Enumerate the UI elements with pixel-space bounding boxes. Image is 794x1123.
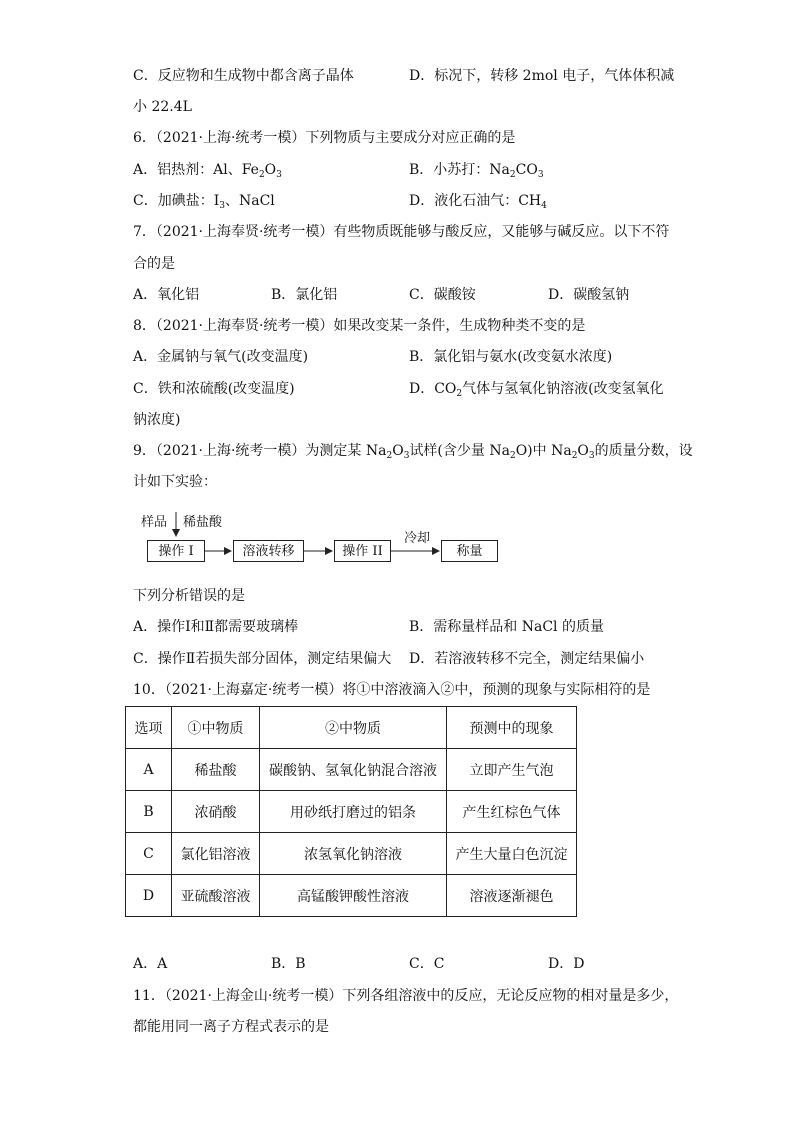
q9-option-d: D．若溶液转移不完全，测定结果偏小 [409, 651, 645, 667]
q10-option-c: C．C [409, 956, 445, 972]
q7-stem-line1: 7．（2021·上海奉贤·统考一模）有些物质既能够与酸反应，又能够与碱反应。以下不符 [133, 224, 670, 240]
table-header-cell: 选项 [126, 707, 172, 749]
q10-table [125, 706, 577, 917]
table-row [126, 749, 577, 791]
q9-experiment-flowchart [133, 508, 513, 568]
q8-options-ab [133, 347, 673, 367]
q5-option-d: D．标况下，转移 2mol 电子，气体体积减 [409, 68, 675, 84]
table-cell: 浓硝酸 [172, 791, 260, 833]
table-cell: D [126, 875, 172, 917]
q7-stem-line2: 合的是 [133, 256, 175, 272]
q6-options-ab [133, 160, 673, 180]
q10-stem: 10．（2021·上海嘉定·统考一模）将①中溶液滴入②中，预测的现象与实际相符的是 [133, 682, 651, 698]
flow-box-transfer: 溶液转移 [233, 540, 304, 562]
table-cell: 亚硫酸溶液 [172, 875, 260, 917]
table-cell: 立即产生气泡 [447, 749, 577, 791]
table-cell: A [126, 749, 172, 791]
q7-option-c: C．碳酸铵 [409, 287, 476, 303]
table-cell: 浓氢氧化钠溶液 [260, 833, 447, 875]
q5-option-c: C．反应物和生成物中都含离子晶体 [133, 68, 354, 84]
q8-stem: 8．（2021·上海奉贤·统考一模）如果改变某一条件，生成物种类不变的是 [133, 318, 586, 334]
table-header-cell: 预测中的现象 [447, 707, 577, 749]
table-cell: 产生红棕色气体 [447, 791, 577, 833]
q7-option-a: A．氧化铝 [133, 287, 200, 303]
q10-option-a: A．A [133, 956, 168, 972]
table-cell: 用砂纸打磨过的铝条 [260, 791, 447, 833]
q6-option-a: A．铝热剂：Al、$Fe_2O_3$ [133, 162, 282, 180]
q8-option-c: C．铁和浓硫酸(改变温度) [133, 381, 295, 397]
q7-options [133, 285, 673, 305]
q6-option-c: C．加碘盐：$I_3$、NaCl [133, 193, 275, 211]
q7-option-b: B．氯化铝 [271, 287, 338, 303]
q11-stem-line1: 11．（2021·上海金山·统考一模）下列各组溶液中的反应，无论反应物的相对量是多少， [133, 988, 679, 1004]
table-cell: B [126, 791, 172, 833]
q9-stem-line1: 9．（2021·上海·统考一模）为测定某 $Na_2O_3$试样(含少量 $Na_2O$)中 $Na_2O_3$的质量分数，设 [133, 443, 693, 461]
flow-cool-label: 冷却 [404, 531, 431, 546]
flow-acid-label: 稀盐酸 [183, 515, 223, 530]
q11-stem-line2: 都能用同一离子方程式表示的是 [133, 1019, 329, 1035]
q8-option-b: B．氯化铝与氨水(改变氨水浓度) [409, 349, 613, 365]
q9-options-ab [133, 617, 673, 637]
table-cell: 高锰酸钾酸性溶液 [260, 875, 447, 917]
table-cell: C [126, 833, 172, 875]
q6-option-b: B．小苏打：$Na_2CO_3$ [409, 162, 544, 180]
table-row [126, 875, 577, 917]
q10-option-b: B．B [271, 956, 306, 972]
q6-options-cd [133, 191, 673, 211]
table-header-row [126, 707, 577, 749]
q8-option-d: D．$CO_2$气体与氢氧化钠溶液(改变氢氧化 [409, 381, 664, 399]
table-cell: 溶液逐渐褪色 [447, 875, 577, 917]
q10-options [133, 954, 673, 974]
table-row [126, 791, 577, 833]
q8-options-cd [133, 379, 673, 399]
table-cell: 产生大量白色沉淀 [447, 833, 577, 875]
q8-option-a: A．金属钠与氧气(改变温度) [133, 349, 309, 365]
table-header-cell: ②中物质 [260, 707, 447, 749]
table-row [126, 833, 577, 875]
q5-options-cd [133, 66, 673, 86]
q9-stem-line2: 计如下实验： [133, 474, 217, 490]
q9-option-b: B．需称量样品和 NaCl 的质量 [409, 619, 604, 635]
flow-box-operation-2: 操作 II [334, 540, 391, 562]
q9-options-cd [133, 649, 673, 669]
q6-stem: 6．（2021·上海·统考一模）下列物质与主要成分对应正确的是 [133, 130, 516, 146]
q7-option-d: D．碳酸氢钠 [548, 287, 630, 303]
table-cell: 碳酸钠、氢氧化钠混合溶液 [260, 749, 447, 791]
q9-option-a: A．操作Ⅰ和Ⅱ都需要玻璃棒 [133, 619, 299, 635]
q5-option-d-continued: 小 22.4L [133, 99, 192, 115]
flow-box-operation-1: 操作 I [147, 540, 205, 562]
q10-option-d: D．D [548, 956, 585, 972]
table-header-cell: ①中物质 [172, 707, 260, 749]
q8-option-d-continued: 钠浓度) [133, 412, 181, 428]
q9-prompt: 下列分析错误的是 [133, 588, 245, 604]
flow-box-weigh: 称量 [441, 540, 498, 562]
table-cell: 稀盐酸 [172, 749, 260, 791]
q9-option-c: C．操作Ⅱ若损失部分固体，测定结果偏大 [133, 651, 392, 667]
flow-sample-label: 样品 [141, 515, 168, 530]
table-cell: 氯化铝溶液 [172, 833, 260, 875]
q6-option-d: D．液化石油气：$CH_4$ [409, 193, 547, 211]
